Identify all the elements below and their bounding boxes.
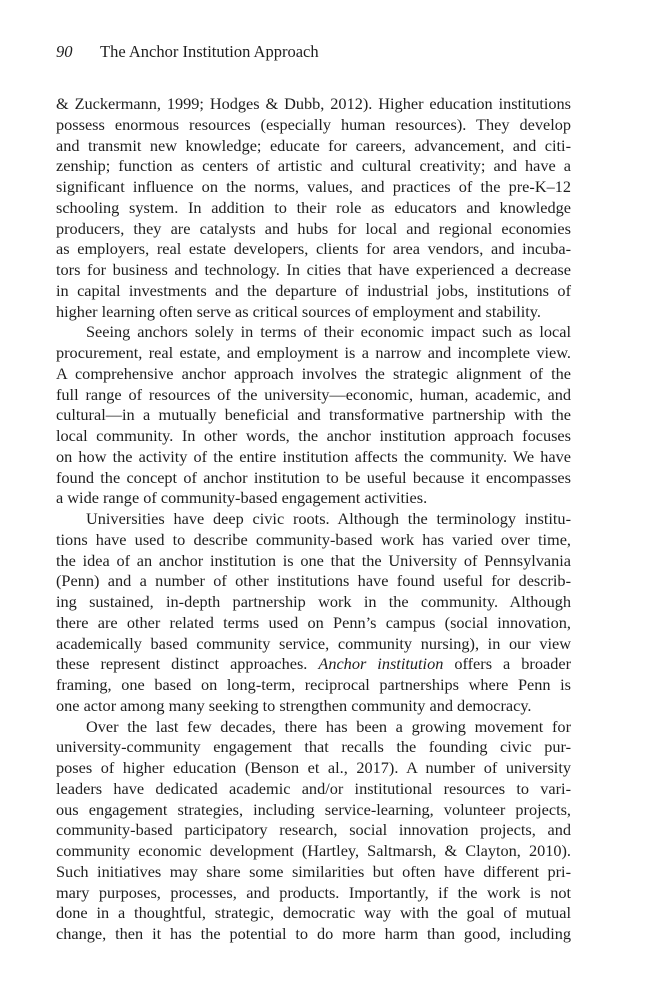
running-title: The Anchor Institution Approach (100, 42, 319, 61)
text-line: there are other related terms used on Penn’s campus (social innovation, (56, 612, 571, 632)
text-line: ing sustained, in-depth partnership work in the community. Although (56, 592, 571, 611)
text-line: tions have used to describe community-based work has varied over time, (56, 529, 571, 549)
paragraph (56, 94, 571, 322)
text-line: change, then it has the potential to do more harm than good, including (56, 924, 571, 943)
text-line: tors for business and technology. In cities that have experienced a decrease (56, 260, 571, 279)
text-line: community-based participatory research, social innovation projects, and (56, 820, 571, 840)
text-line: community economic development (Hartley, Saltmarsh, & Clayton, 2010). (56, 841, 571, 860)
text-line: found the concept of anchor institution to be useful because it encompasses (56, 467, 571, 487)
text-line: procurement, real estate, and employment is a narrow and incomplete view. (56, 343, 571, 362)
text-line: and transmit new knowledge; educate for careers, advancement, and citi- (56, 135, 571, 155)
text-line: Universities have deep civic roots. Although the terminology institu- (86, 509, 571, 528)
text-line: ous engagement strategies, including service-learning, volunteer projects, (56, 799, 571, 819)
text-line: university-community engagement that recalls the founding civic pur- (56, 737, 571, 757)
text-line: local community. In other words, the anchor institution approach focuses (56, 426, 571, 445)
text-line: significant influence on the norms, values, and practices of the pre-K–12 (56, 177, 571, 196)
text-line: Such initiatives may share some similarities but often have different pri- (56, 861, 571, 881)
text-line: in capital investments and the departure of industrial jobs, institutions of (56, 280, 571, 300)
text-line: zenship; function as centers of artistic and cultural creativity; and have a (56, 156, 571, 176)
paragraph (56, 322, 571, 509)
text-line: mary purposes, processes, and products. Importantly, if the work is not (56, 882, 571, 902)
page-number: 90 (56, 42, 73, 61)
text-line: schooling system. In addition to their role as educators and knowledge (56, 197, 571, 217)
text-line: academically based community service, community nursing), in our view (56, 633, 571, 653)
text-line: full range of resources of the university—economic, human, academic, and (56, 384, 571, 404)
paragraph (56, 717, 571, 945)
text-line: A comprehensive anchor approach involves the strategic alignment of the (56, 363, 571, 383)
book-page (56, 40, 571, 945)
text-line: framing, one based on long-term, reciprocal partnerships where Penn is (56, 675, 571, 694)
text-line: Over the last few decades, there has been a growing movement for (86, 716, 571, 736)
text-line: producers, they are catalysts and hubs for local and regional economies (56, 218, 571, 238)
running-head (56, 40, 571, 64)
text-line: one actor among many seeking to strengthen community and democracy. (56, 695, 532, 715)
text-line: on how the activity of the entire institution affects the community. We have (56, 446, 571, 466)
text-line: higher learning often serve as critical sources of employment and stability. (56, 301, 541, 321)
text-line: these represent distinct approaches. Anchor institution offers a broader (56, 654, 571, 674)
text-line: the idea of an anchor institution is one that the University of Pennsylvania (56, 550, 571, 570)
text-line: (Penn) and a number of other institutions have found useful for describ- (56, 571, 571, 591)
text-line: & Zuckermann, 1999; Hodges & Dubb, 2012). Higher education institutions (56, 94, 571, 113)
text-line: possess enormous resources (especially human resources). They develop (56, 114, 571, 134)
text-line: cultural—in a mutually beneficial and transformative partnership with the (56, 405, 571, 425)
body-text (56, 94, 571, 945)
text-line: a wide range of community-based engagement activities. (56, 488, 428, 508)
text-line: leaders have dedicated academic and/or institutional resources to vari- (56, 778, 571, 798)
text-line: as employers, real estate developers, clients for area vendors, and incuba- (56, 239, 571, 259)
text-line: done in a thoughtful, strategic, democratic way with the goal of mutual (56, 903, 571, 923)
text-line: Seeing anchors solely in terms of their economic impact such as local (86, 322, 571, 342)
paragraph (56, 509, 571, 717)
text-line: poses of higher education (Benson et al., 2017). A number of university (56, 758, 571, 777)
